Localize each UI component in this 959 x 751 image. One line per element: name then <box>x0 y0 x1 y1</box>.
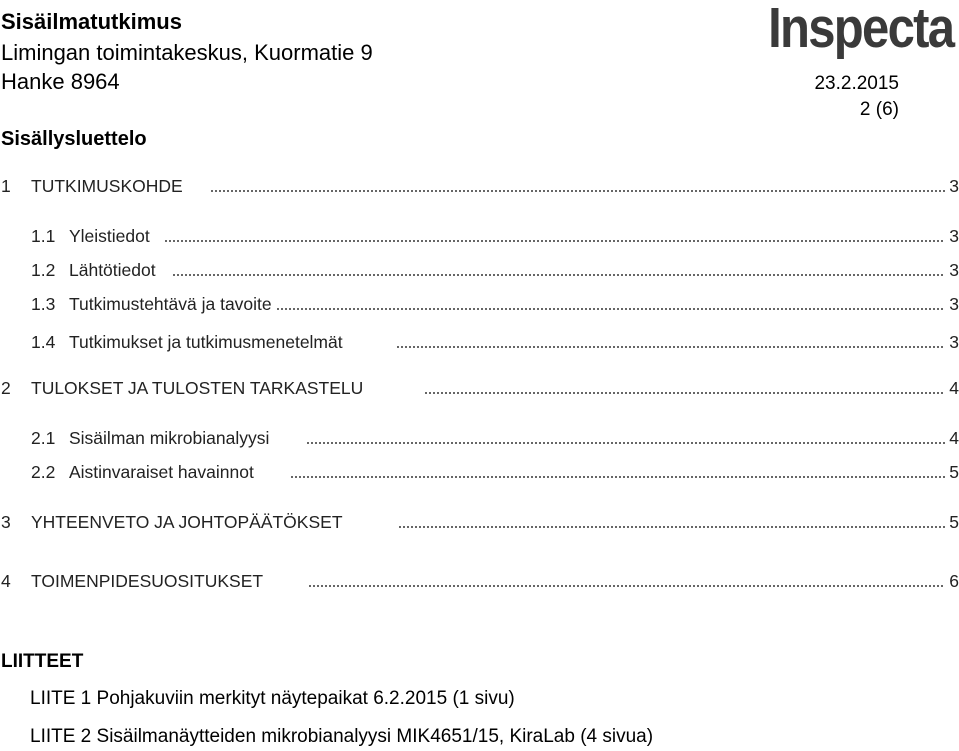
project-number: Hanke 8964 <box>1 69 120 94</box>
document-title: Sisäilmatutkimus <box>1 9 182 34</box>
toc-entry[interactable] <box>0 462 959 486</box>
toc-leader-dots <box>396 346 945 348</box>
toc-entry-number: 1 <box>1 176 11 196</box>
toc-entry-number: 1.2 <box>31 260 56 280</box>
toc-entry-number: 1.1 <box>31 226 56 246</box>
toc-leader-dots <box>164 240 945 242</box>
toc-entry[interactable] <box>0 378 959 402</box>
toc-entry-page: 3 <box>949 226 959 246</box>
toc-entry-number: 3 <box>1 512 11 532</box>
toc-entry-title: TUTKIMUSKOHDE <box>31 176 183 196</box>
toc-entry-title: Lähtötiedot <box>69 260 156 280</box>
toc-entry-title: TULOKSET JA TULOSTEN TARKASTELU <box>31 378 364 398</box>
toc-entry-page: 3 <box>949 332 959 352</box>
appendices-heading: LIITTEET <box>1 651 84 672</box>
toc-entry-page: 3 <box>949 260 959 280</box>
toc-entry-number: 2 <box>1 378 11 398</box>
toc-leader-dots <box>290 476 945 478</box>
toc-entry-title: Yleistiedot <box>69 226 150 246</box>
appendix-item: LIITE 2 Sisäilmanäytteiden mikrobianalyysi MIK4651/15, KiraLab (4 sivua) <box>30 726 654 747</box>
toc-entry[interactable] <box>0 571 959 595</box>
page-number: 2 (6) <box>859 99 899 120</box>
toc-entry[interactable] <box>0 512 959 536</box>
toc-entry-title: Tutkimustehtävä ja tavoite <box>69 294 272 314</box>
toc-entry-page: 5 <box>949 462 959 482</box>
toc-heading: Sisällysluettelo <box>1 128 147 150</box>
document-date: 23.2.2015 <box>814 73 899 94</box>
toc-entry-number: 4 <box>1 571 11 591</box>
document-location: Limingan toimintakeskus, Kuormatie 9 <box>1 40 373 65</box>
toc-entry-page: 6 <box>949 571 959 591</box>
toc-entry-title: Tutkimukset ja tutkimusmenetelmät <box>69 332 343 352</box>
toc-entry[interactable] <box>0 260 959 284</box>
toc-leader-dots <box>306 442 945 444</box>
toc-leader-dots <box>210 190 945 192</box>
appendix-item: LIITE 1 Pohjakuviin merkityt näytepaikat 6.2.2015 (1 sivu) <box>30 688 515 709</box>
toc-entry-number: 2.1 <box>31 428 56 448</box>
toc-entry-title: Sisäilman mikrobianalyysi <box>69 428 270 448</box>
toc-entry-page: 4 <box>949 428 959 448</box>
toc-entry-page: 5 <box>949 512 959 532</box>
toc-leader-dots <box>424 392 945 394</box>
toc-entry-page: 3 <box>949 294 959 314</box>
toc-entry-number: 1.3 <box>31 294 56 314</box>
toc-leader-dots <box>172 274 945 276</box>
toc-entry-page: 4 <box>949 378 959 398</box>
toc-entry-number: 2.2 <box>31 462 56 482</box>
toc-leader-dots <box>308 585 945 587</box>
toc-entry[interactable] <box>0 428 959 452</box>
inspecta-logo: Inspecta <box>767 0 953 60</box>
toc-entry[interactable] <box>0 332 959 356</box>
toc-leader-dots <box>276 308 945 310</box>
toc-leader-dots <box>398 526 945 528</box>
toc-entry-title: YHTEENVETO JA JOHTOPÄÄTÖKSET <box>31 512 343 532</box>
toc-entry-title: Aistinvaraiset havainnot <box>69 462 254 482</box>
toc-entry[interactable] <box>0 226 959 250</box>
toc-entry-title: TOIMENPIDESUOSITUKSET <box>31 571 264 591</box>
toc-entry[interactable] <box>0 294 959 318</box>
toc-entry-number: 1.4 <box>31 332 56 352</box>
toc-entry-page: 3 <box>949 176 959 196</box>
toc-entry[interactable] <box>0 176 959 200</box>
